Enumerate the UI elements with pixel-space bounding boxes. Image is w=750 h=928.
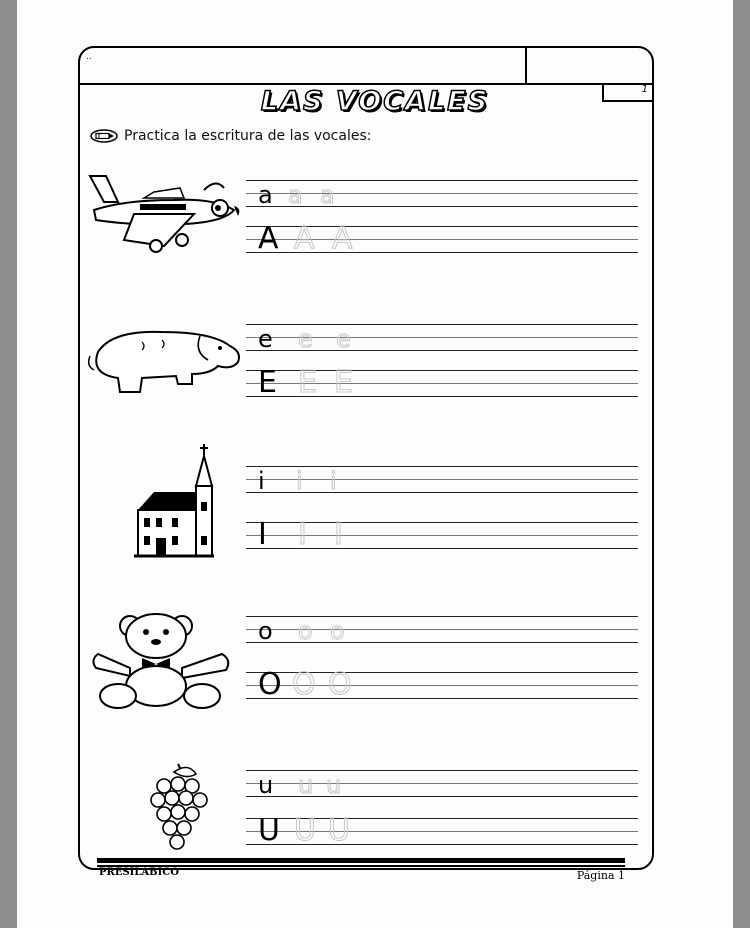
tracing-row-upper-u — [246, 813, 638, 852]
pencil-icon — [90, 129, 118, 143]
instruction — [90, 128, 371, 144]
trace-letter: U — [328, 813, 350, 848]
tracing-row-lower-u — [246, 770, 638, 804]
model-letter: A — [258, 221, 279, 256]
trace-letter: u — [326, 771, 342, 799]
footer-level: PRESILÁBICO — [99, 867, 179, 878]
trace-letter: i — [330, 467, 337, 495]
trace-letter: u — [298, 771, 314, 799]
tracing-row-upper-e — [246, 365, 638, 404]
trace-letter: a — [320, 181, 335, 209]
trace-letter: I — [298, 517, 307, 552]
trace-letter: o — [330, 617, 345, 645]
trace-letter: A — [332, 221, 353, 256]
page-title: LAS VOCALES — [260, 86, 490, 117]
model-letter: U — [258, 813, 280, 848]
tracing-row-lower-e — [246, 324, 638, 358]
tracing-row-lower-o — [246, 616, 638, 650]
footer-page: Página 1 — [576, 869, 625, 882]
model-letter: o — [258, 617, 273, 645]
tracing-row-upper-o — [246, 667, 638, 706]
trace-letter: i — [296, 467, 303, 495]
tracing-row-lower-i — [246, 466, 638, 500]
church-icon — [134, 442, 214, 558]
model-letter: E — [258, 365, 277, 400]
model-letter: a — [258, 181, 273, 209]
model-letter: i — [258, 467, 265, 495]
tracing-row-upper-a — [246, 221, 638, 260]
model-letter: e — [258, 325, 273, 353]
airplane-icon — [84, 170, 244, 254]
trace-letter: E — [334, 365, 353, 400]
trace-letter: A — [294, 221, 315, 256]
teddy-bear-icon — [90, 610, 234, 712]
header-divider — [80, 83, 652, 85]
tracing-row-lower-a — [246, 180, 638, 214]
trace-letter: o — [298, 617, 313, 645]
footer-bar — [97, 858, 625, 863]
trace-letter: I — [334, 517, 343, 552]
tracing-row-upper-i — [246, 517, 638, 556]
model-letter: O — [258, 667, 282, 702]
model-letter: I — [258, 517, 267, 552]
elephant-icon — [82, 322, 246, 398]
grapes-icon — [150, 762, 210, 858]
trace-letter: e — [336, 325, 351, 353]
trace-letter: O — [292, 667, 316, 702]
page-number: 1 — [641, 84, 648, 95]
trace-letter: U — [294, 813, 316, 848]
model-letter: u — [258, 771, 274, 799]
trace-letter: E — [298, 365, 317, 400]
header-column-divider — [525, 47, 527, 84]
trace-letter: e — [298, 325, 313, 353]
instruction-text: Practica la escritura de las vocales: — [124, 128, 372, 144]
trace-letter: a — [288, 181, 303, 209]
header-marks: .. — [86, 52, 92, 62]
trace-letter: O — [328, 667, 352, 702]
